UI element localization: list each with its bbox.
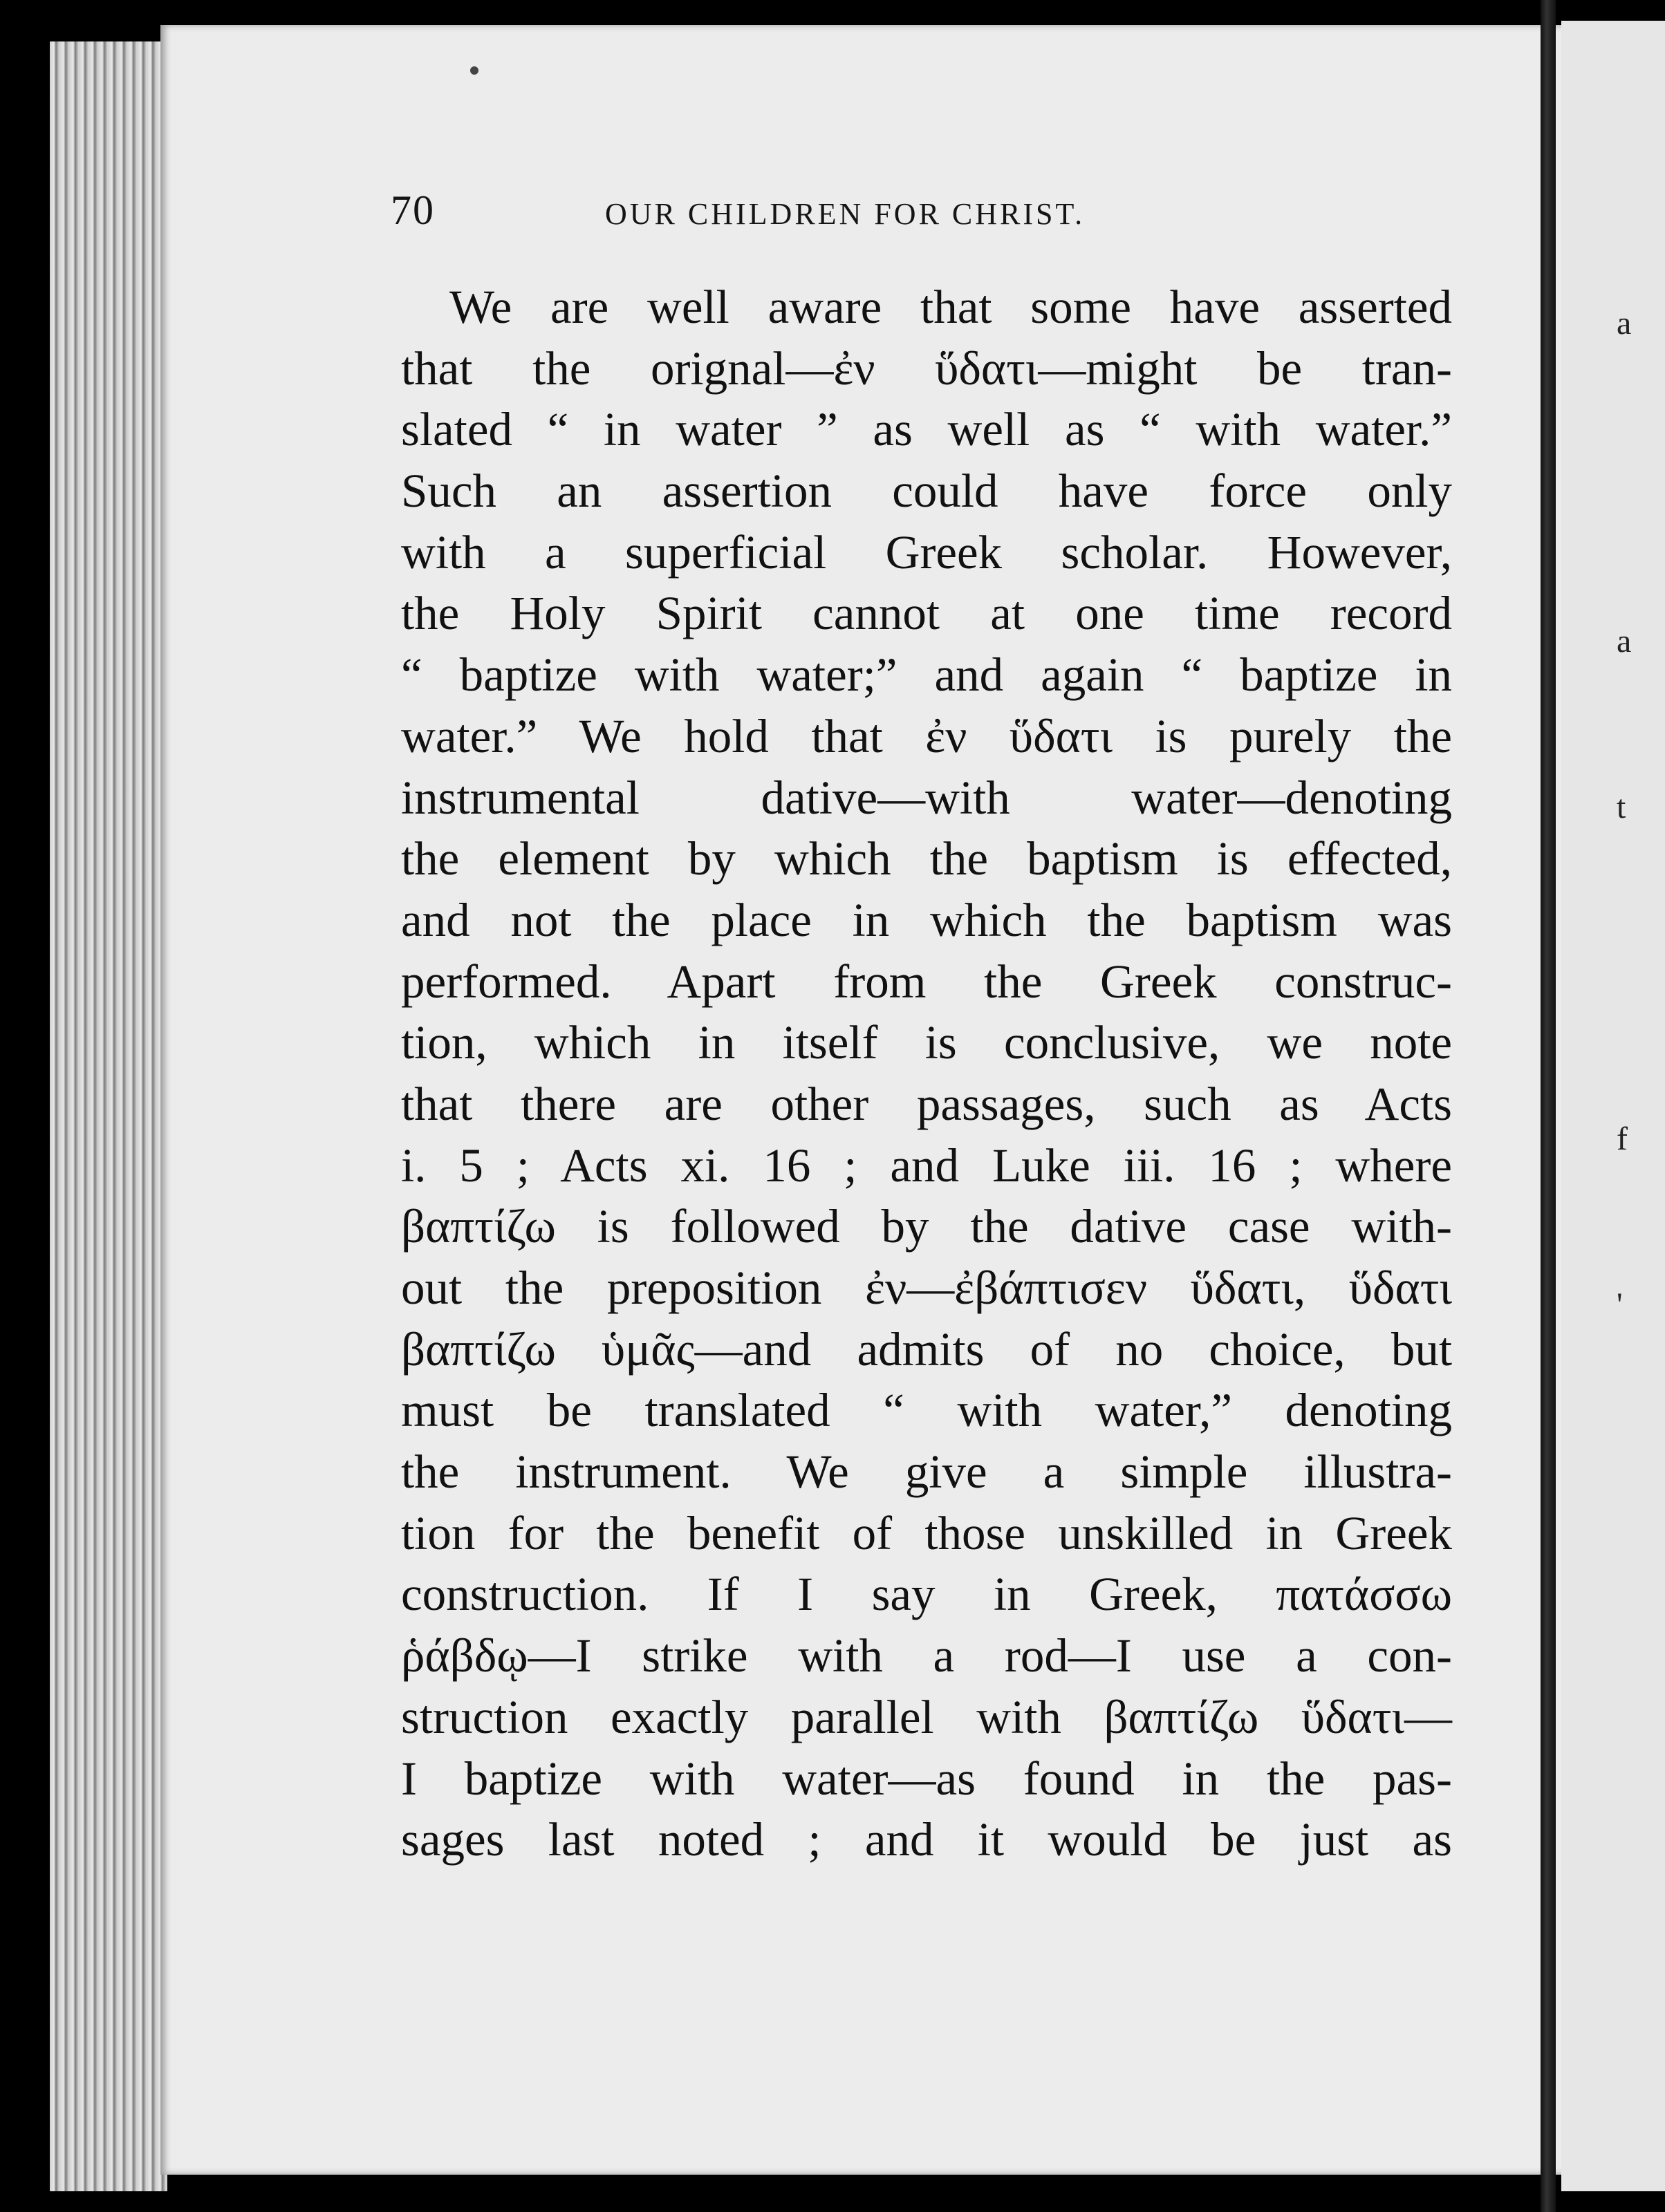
text-line: water.” We hold that ἐν ὕδατι is purely the <box>401 709 1452 762</box>
text-line: the Holy Spirit cannot at one time record <box>401 587 1452 640</box>
running-title: OUR CHILDREN FOR CHRIST. <box>605 197 1086 231</box>
text-line: sages last noted ; and it would be just as <box>401 1813 1452 1866</box>
page-number: 70 <box>391 187 435 233</box>
facing-fragment: ' <box>1617 1286 1623 1323</box>
text-line: tion, which in itself is conclusive, we note <box>401 1016 1452 1069</box>
text-line: that there are other passages, such as Acts <box>401 1077 1452 1130</box>
text-line: out the preposition ἐν—ἐβάπτισεν ὕδατι, ὕδατι <box>401 1262 1452 1314</box>
text-line: tion for the benefit of those unskilled in Greek <box>401 1506 1452 1559</box>
text-line: I baptize with water—as found in the pas- <box>401 1752 1452 1805</box>
facing-fragment: t <box>1617 789 1626 825</box>
text-line: We are well aware that some have asserted <box>449 281 1452 333</box>
text-line: and not the place in which the baptism was <box>401 893 1452 946</box>
body-text <box>401 276 1452 1871</box>
text-line: that the orignal—ἐν ὕδατι—might be tran- <box>401 341 1452 395</box>
text-line: instrumental dative—with water—denoting <box>401 771 1452 824</box>
facing-page <box>1561 21 1665 2191</box>
text-line: slated “ in water ” as well as “ with water.” <box>401 403 1452 456</box>
text-line: “ baptize with water;” and again “ baptize in <box>401 648 1452 702</box>
page-header <box>391 187 1469 242</box>
text-line: Such an assertion could have force only <box>401 465 1452 518</box>
text-line: ῥάβδῳ—I strike with a rod—I use a con- <box>401 1629 1452 1683</box>
text-line: with a superficial Greek scholar. However, <box>401 525 1452 579</box>
text-line: performed. Apart from the Greek construc- <box>401 955 1452 1008</box>
text-line: struction exactly parallel with βαπτίζω ὕδατι— <box>401 1690 1452 1743</box>
book-gutter <box>1541 0 1556 2212</box>
text-line: βαπτίζω is followed by the dative case with- <box>401 1200 1452 1253</box>
text-line: construction. If I say in Greek, πατάσσω <box>401 1568 1452 1621</box>
text-line: i. 5 ; Acts xi. 16 ; and Luke iii. 16 ; where <box>401 1138 1452 1192</box>
text-line: must be translated “ with water,” denoting <box>401 1384 1452 1437</box>
facing-fragment: a <box>1617 623 1632 659</box>
text-line: the element by which the baptism is effected, <box>401 832 1452 885</box>
page-edges <box>50 41 167 2191</box>
text-line: βαπτίζω ὑμᾶς—and admits of no choice, but <box>401 1322 1452 1376</box>
facing-fragment: a <box>1617 305 1632 341</box>
facing-fragment: f <box>1617 1121 1628 1157</box>
specks <box>470 66 478 75</box>
text-line: the instrument. We give a simple illustra- <box>401 1445 1452 1499</box>
